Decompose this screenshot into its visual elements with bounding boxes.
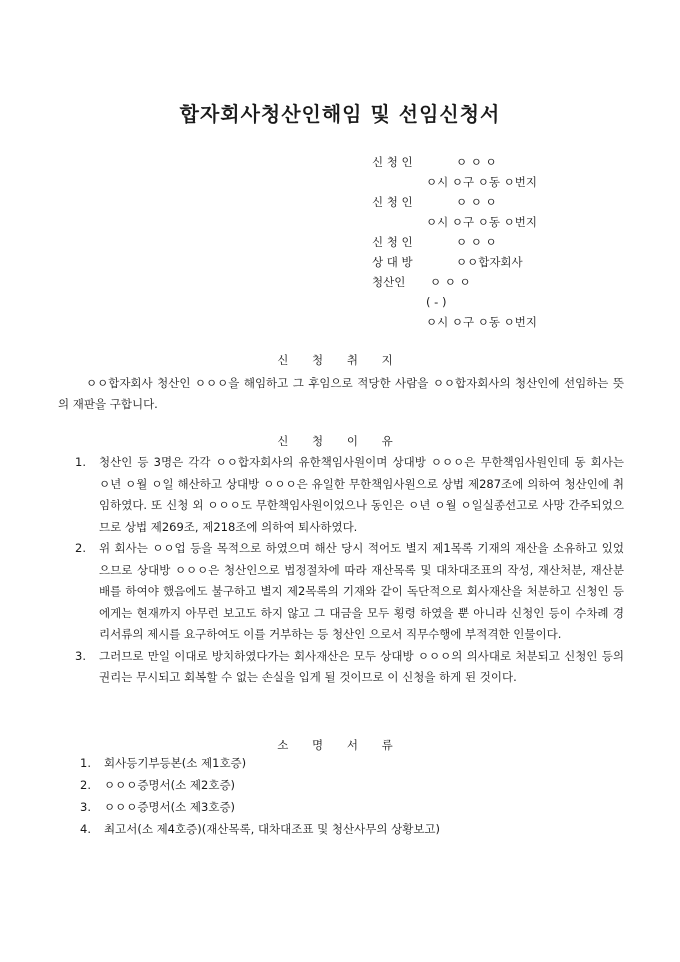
party-name: ㅇ ㅇ ㅇ [456, 235, 497, 249]
party-applicant-2 [372, 192, 497, 212]
evidence-item [80, 774, 440, 796]
evidence-item [80, 752, 440, 774]
evidence-number: 3. [80, 800, 91, 814]
evidence-heading: 소 명 서 류 [277, 738, 403, 752]
evidence-number: 2. [80, 778, 91, 792]
party-phone-number: ( - ) [426, 295, 447, 309]
party-liquidator [372, 272, 471, 292]
evidence-item [80, 796, 440, 818]
reasons-heading: 신 청 이 유 [277, 434, 403, 448]
reason-number: 1. [75, 455, 86, 469]
evidence-number: 1. [80, 756, 91, 770]
party-label: 신 청 인 [372, 155, 413, 169]
party-label: 신 청 인 [372, 235, 413, 249]
party-label: 상 대 방 [372, 255, 413, 269]
party-name: ㅇ ㅇ ㅇ [456, 155, 497, 169]
party-applicant-3 [372, 232, 497, 252]
evidence-item [80, 818, 440, 840]
reason-text: 위 회사는 ㅇㅇ업 등을 목적으로 하였으며 해산 당시 적어도 별지 제1목록 기재의 재산을 소유하고 있었으므로 상대방 ㅇㅇㅇ은 청산인으로 법정절차에 따라 재산목록 및 대차대조표의 작성, 재산처분, 재산분배를 하여야 했음에도 불구하고 별지 제2목록의 기재와 같이 독단적으로 회사재산을 처분하고 신청인 등에게는 현재까지 아무런 보고도 하지 않고 그 대금을 모두 횡령 하였을 뿐 아니라 신청인 등이 수차례 경리서류의 제시를 요구하여도 이를 거부하는 등 청산인 으로서 직무수행에 부적격한 인물이다. [99, 541, 624, 641]
reason-item [66, 452, 624, 538]
party-address: ㅇ시 ㅇ구 ㅇ동 ㅇ번지 [426, 315, 537, 329]
reasons-list [66, 452, 624, 689]
party-name: ㅇㅇ합자회사 [456, 255, 523, 269]
reason-item [66, 538, 624, 646]
party-applicant-1 [372, 152, 497, 172]
evidence-number: 4. [80, 822, 91, 836]
evidence-list [80, 752, 440, 840]
evidence-text: ㅇㅇㅇ증명서(소 제2호증) [104, 778, 236, 792]
evidence-text: 회사등기부등본(소 제1호증) [104, 756, 247, 770]
purpose-text: ㅇㅇ합자회사 청산인 ㅇㅇㅇ을 해임하고 그 후임으로 적당한 사람을 ㅇㅇ합자회사의 청산인에 선임하는 뜻의 재판을 구합니다. [58, 376, 624, 411]
reason-item [66, 646, 624, 689]
reason-number: 2. [75, 541, 86, 555]
evidence-text: ㅇㅇㅇ증명서(소 제3호증) [104, 800, 236, 814]
purpose-heading: 신 청 취 지 [277, 353, 403, 367]
reason-number: 3. [75, 648, 86, 663]
party-name: ㅇ ㅇ ㅇ [430, 275, 471, 289]
evidence-text: 최고서(소 제4호증)(재산목록, 대차대조표 및 청산사무의 상황보고) [104, 822, 441, 836]
party-respondent [372, 252, 523, 272]
reason-text: 그러므로 만일 이대로 방치하였다가는 회사재산은 모두 상대방 ㅇㅇㅇ의 의사대로 처분되고 신청인 등의 권리는 무시되고 회복할 수 없는 손실을 입게 될 것이므로 이 신청을 하게 된 것이다. [99, 648, 624, 684]
party-label: 신 청 인 [372, 195, 413, 209]
reason-text: 청산인 등 3명은 각각 ㅇㅇ합자회사의 유한책임사원이며 상대방 ㅇㅇㅇ은 무한책임사원인데 동 회사는 ㅇ년 ㅇ월 ㅇ일 해산하고 상대방 ㅇㅇㅇ은 유일한 무한책임사원으로 상법 제287조에 의하여 청산인에 취임하였다. 또 신청 외 ㅇㅇㅇ도 무한책임사원이었으나 동인은 ㅇ년 ㅇ월 ㅇ일실종선고로 사망 간주되었으므로 상법 제269조, 제218조에 의하여 퇴사하였다. [99, 455, 624, 534]
party-label: 청산인 [372, 275, 406, 289]
party-address: ㅇ시 ㅇ구 ㅇ동 ㅇ번지 [426, 215, 537, 229]
document-title: 합자회사청산인해임 및 선임신청서 [179, 102, 501, 126]
party-address: ㅇ시 ㅇ구 ㅇ동 ㅇ번지 [426, 175, 537, 189]
party-name: ㅇ ㅇ ㅇ [456, 195, 497, 209]
